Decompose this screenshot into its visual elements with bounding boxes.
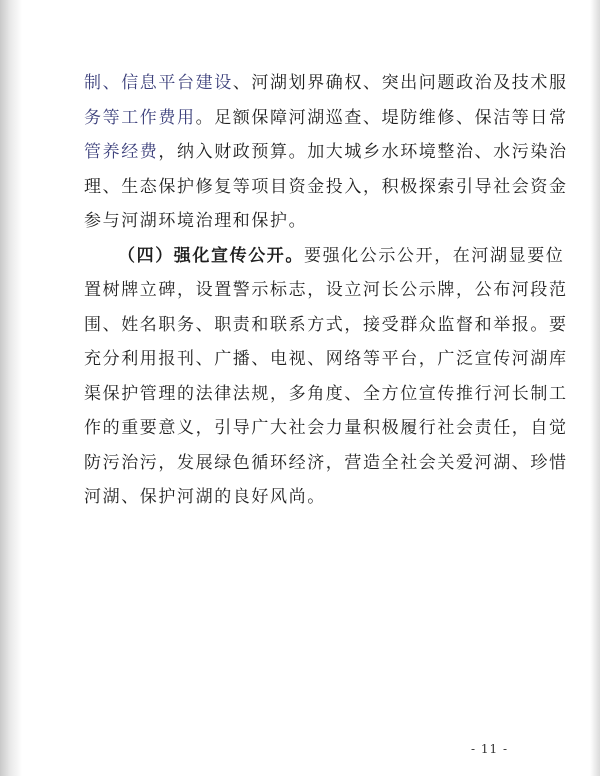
paragraph1-line-1-text: 、河湖划界确权、突出问题政治及技术服	[232, 73, 568, 93]
paragraph1-line-1	[84, 66, 568, 101]
document-body	[84, 66, 568, 515]
paragraph1-line-4	[84, 170, 568, 205]
paragraph1-line-2-text: 。足额保障河湖巡查、堤防维修、保洁等日常	[195, 107, 568, 128]
scan-edge-shadow-right	[590, 0, 600, 776]
section4-line-3: 围、姓名职务、职责和联系方式，接受群众监督和举报。要	[84, 314, 568, 335]
section4-line-4: 充分利用报刊、广播、电视、网络等平台，广泛宣传河湖库	[84, 349, 568, 369]
paragraph1-line-1-tinted: 制、信息平台建设	[84, 73, 233, 93]
section4-line-1-text: 要强化公示公开，在河湖显要位	[304, 245, 565, 266]
section4-line-1	[84, 239, 565, 274]
section4-line-8: 河湖、保护河湖的良好风尚。	[84, 487, 326, 507]
paragraph1-line-3	[84, 135, 568, 170]
paragraph1-line-2	[84, 101, 568, 136]
paragraph1-line-5	[84, 204, 524, 239]
paragraph1-line-2-tinted: 务等工作费用	[84, 107, 196, 128]
section4-line-5: 渠保护管理的法律法规，多角度、全方位宣传推行河长制工	[84, 383, 568, 404]
section4-line-7: 防污治污，发展绿色循环经济，营造全社会关爱河湖、珍惜	[84, 452, 568, 473]
section4-line-6: 作的重要意义，引导广大社会力量积极履行社会责任，自觉	[84, 418, 568, 438]
paragraph1-line-5-text: 参与河湖环境治理和保护。	[84, 211, 308, 231]
section4-line-2: 置树牌立碑，设置警示标志，设立河长公示牌，公布河段范	[84, 280, 568, 300]
page-number: - 11 -	[470, 742, 508, 756]
paragraph1-line-4-text: 理、生态保护修复等项目资金投入，积极探索引导社会资金	[84, 176, 568, 197]
paragraph1-line-3-text: ，纳入财政预算。加大城乡水环境整治、水污染治	[158, 142, 568, 162]
section4-heading: （四）强化宣传公开。	[118, 245, 304, 266]
paragraph1-line-3-tinted: 管养经费	[84, 142, 159, 162]
scan-edge-shadow-left	[0, 0, 22, 776]
